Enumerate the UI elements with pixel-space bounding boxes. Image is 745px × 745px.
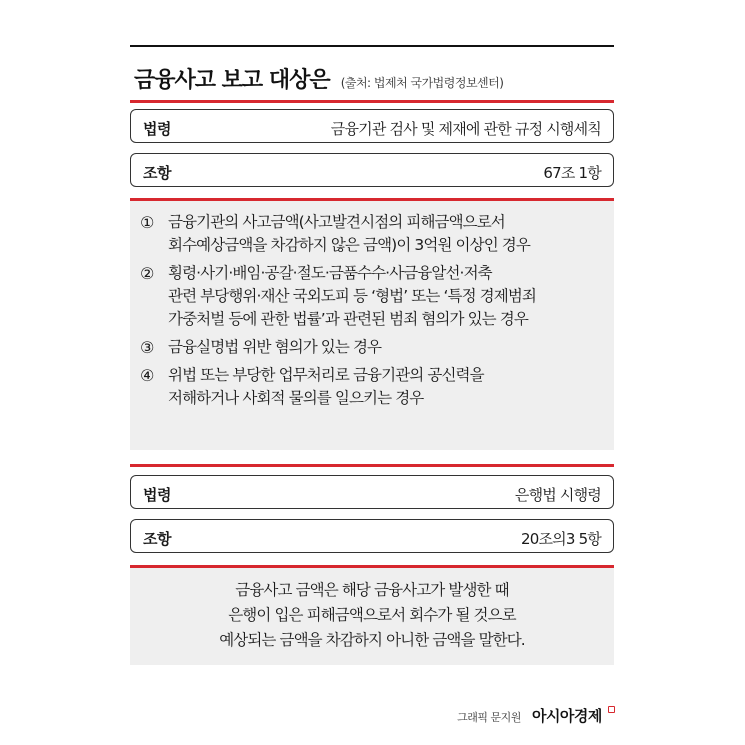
- source-note: (출처: 법제처 국가법령정보센터): [340, 76, 504, 90]
- law-value: 은행법 시행령: [514, 486, 601, 504]
- brand-logo: 아시아경제: [531, 707, 602, 725]
- note-line: 은행이 입은 피해금액으로서 회수가 될 것으로: [228, 606, 516, 624]
- law-label: 법령: [143, 120, 171, 138]
- clauses-panel: [130, 201, 614, 450]
- clause-number: ①: [140, 213, 155, 232]
- article-row: [130, 153, 614, 187]
- article-value: 67조 1항: [543, 164, 601, 182]
- title-row: [134, 63, 503, 94]
- clause-line: 관련 부당행위·재산 국외도피 등 ‘형법’ 또는 ‘특정 경제범죄: [168, 287, 536, 305]
- clause-item: [140, 211, 605, 257]
- clause-number: ③: [140, 338, 155, 357]
- clause-text: [168, 211, 530, 257]
- clause-line: 금융실명법 위반 혐의가 있는 경우: [168, 338, 382, 356]
- clause-item: [140, 364, 605, 410]
- clause-number: ④: [140, 366, 155, 385]
- clause-text: [168, 262, 536, 331]
- clause-item: [140, 262, 605, 331]
- red-divider: [130, 100, 614, 103]
- top-divider: [130, 45, 614, 47]
- clause-text: [168, 336, 381, 359]
- clause-text: [168, 364, 484, 410]
- article-value: 20조의3 5항: [520, 530, 601, 548]
- clause-line: 금융기관의 사고금액(사고발견시점의 피해금액으로서: [168, 213, 505, 231]
- law-value: 금융기관 검사 및 제재에 관한 규정 시행세칙: [330, 120, 601, 138]
- clause-line: 저해하거나 사회적 물의를 일으키는 경우: [168, 389, 424, 407]
- clause-line: 회수예상금액을 차감하지 않은 금액)이 3억원 이상인 경우: [168, 236, 530, 254]
- note-line: 금융사고 금액은 해당 금융사고가 발생한 때: [235, 581, 509, 599]
- article-row: [130, 519, 614, 553]
- note-panel: [130, 568, 614, 665]
- graphic-credit: 그래픽 문지원: [457, 711, 521, 724]
- clause-line: 가중처벌 등에 관한 법률’과 관련된 범죄 혐의가 있는 경우: [168, 310, 528, 328]
- clause-item: [140, 336, 605, 359]
- clause-list: [140, 211, 605, 415]
- credit-line: [457, 705, 615, 726]
- note-line: 예상되는 금액을 차감하지 아니한 금액을 말한다.: [219, 631, 525, 649]
- clause-line: 위법 또는 부당한 업무처리로 금융기관의 공신력을: [168, 366, 484, 384]
- clause-number: ②: [140, 264, 155, 283]
- article-label: 조항: [143, 530, 171, 548]
- law-row: [130, 109, 614, 143]
- brand-mark-icon: [608, 706, 615, 713]
- article-label: 조항: [143, 164, 171, 182]
- red-divider: [130, 464, 614, 467]
- law-row: [130, 475, 614, 509]
- page-title: 금융사고 보고 대상은: [134, 68, 330, 93]
- definition-note: [130, 578, 614, 653]
- clause-line: 횡령·사기·배임·공갈·절도·금품수수·사금융알선·저축: [168, 264, 492, 282]
- law-label: 법령: [143, 486, 171, 504]
